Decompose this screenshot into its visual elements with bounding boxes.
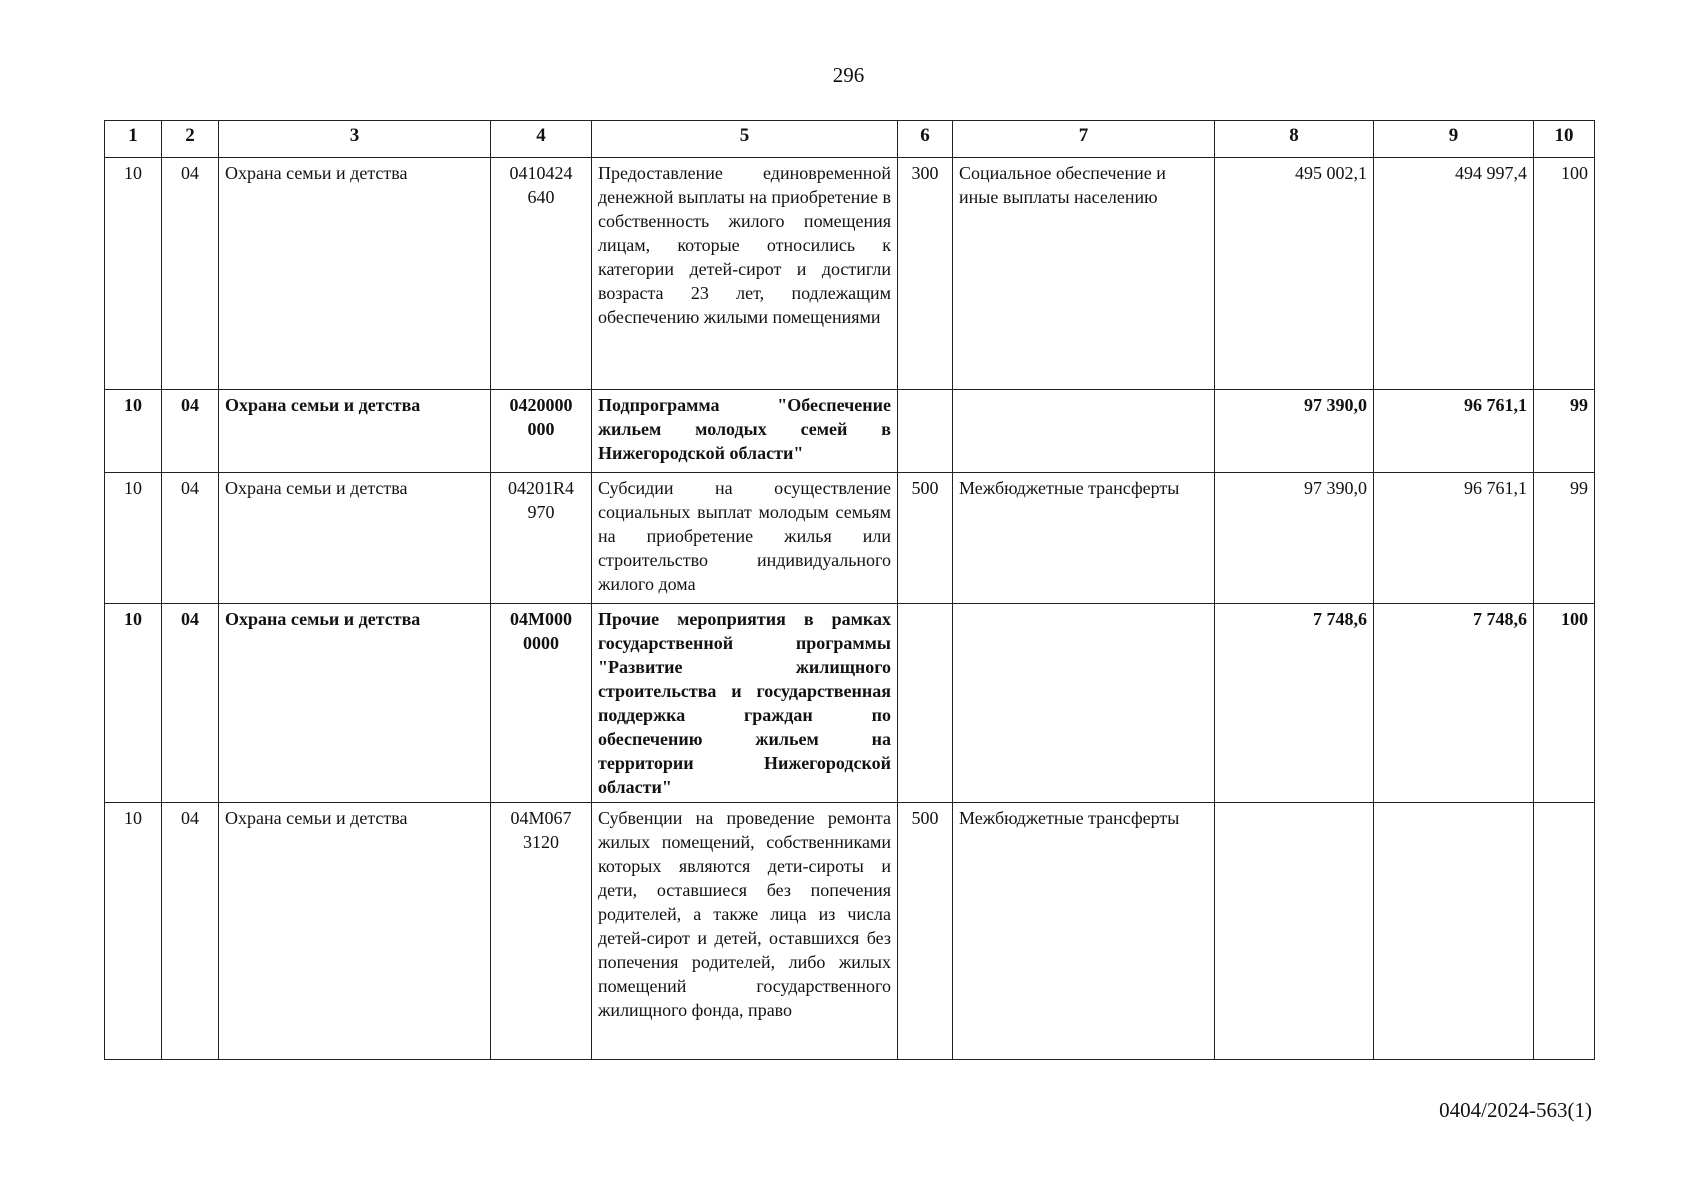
cell-subsection: 04 bbox=[162, 803, 219, 1060]
cell-section-name: Охрана семьи и детства bbox=[219, 473, 491, 604]
cell-target-code: 04М067 3120 bbox=[491, 803, 592, 1060]
cell-description: Прочие мероприятия в рамках государственной программы "Развитие жилищного строительства и государственная поддержка граждан по обеспечению жильем на территории Нижегородской области" bbox=[592, 604, 898, 803]
cell-description: Подпрограмма "Обеспечение жильем молодых семей в Нижегородской области" bbox=[592, 390, 898, 473]
cell-section: 10 bbox=[105, 390, 162, 473]
table-row bbox=[105, 803, 1595, 1060]
cell-expense-type: 500 bbox=[898, 803, 953, 1060]
cell-planned bbox=[1215, 803, 1374, 1060]
table-row bbox=[105, 158, 1595, 390]
cell-actual: 96 761,1 bbox=[1374, 390, 1534, 473]
table-row bbox=[105, 473, 1595, 604]
cell-planned: 97 390,0 bbox=[1215, 390, 1374, 473]
cell-expense-type bbox=[898, 390, 953, 473]
cell-subsection: 04 bbox=[162, 158, 219, 390]
cell-description: Субсидии на осуществление социальных выплат молодым семьям на приобретение жилья или строительство индивидуального жилого дома bbox=[592, 473, 898, 604]
header-col-6: 6 bbox=[898, 121, 953, 158]
cell-actual: 494 997,4 bbox=[1374, 158, 1534, 390]
header-col-7: 7 bbox=[953, 121, 1215, 158]
cell-actual: 7 748,6 bbox=[1374, 604, 1534, 803]
cell-description: Предоставление единовременной денежной выплаты на приобретение в собственность жилого помещения лицам, которые относились к категории детей-сирот и достигли возраста 23 лет, подлежащим обеспечению жилыми помещениями bbox=[592, 158, 898, 390]
cell-expense-type-name: Межбюджетные трансферты bbox=[953, 803, 1215, 1060]
cell-percent: 99 bbox=[1534, 473, 1595, 604]
cell-section-name: Охрана семьи и детства bbox=[219, 158, 491, 390]
header-col-5: 5 bbox=[592, 121, 898, 158]
cell-planned: 495 002,1 bbox=[1215, 158, 1374, 390]
cell-section-name: Охрана семьи и детства bbox=[219, 803, 491, 1060]
cell-subsection: 04 bbox=[162, 604, 219, 803]
table-row bbox=[105, 390, 1595, 473]
cell-expense-type bbox=[898, 604, 953, 803]
page-number: 296 bbox=[832, 63, 865, 87]
header-col-8: 8 bbox=[1215, 121, 1374, 158]
cell-expense-type-name: Межбюджетные трансферты bbox=[953, 473, 1215, 604]
cell-section-name: Охрана семьи и детства bbox=[219, 390, 491, 473]
cell-subsection: 04 bbox=[162, 390, 219, 473]
cell-section: 10 bbox=[105, 473, 162, 604]
cell-expense-type-name bbox=[953, 390, 1215, 473]
cell-section: 10 bbox=[105, 803, 162, 1060]
cell-planned: 97 390,0 bbox=[1215, 473, 1374, 604]
header-col-9: 9 bbox=[1374, 121, 1534, 158]
header-col-10: 10 bbox=[1534, 121, 1595, 158]
cell-target-code: 0420000 000 bbox=[491, 390, 592, 473]
cell-target-code: 04М000 0000 bbox=[491, 604, 592, 803]
cell-section-name: Охрана семьи и детства bbox=[219, 604, 491, 803]
cell-actual: 96 761,1 bbox=[1374, 473, 1534, 604]
header-col-1: 1 bbox=[105, 121, 162, 158]
header-row bbox=[105, 121, 1595, 158]
budget-table bbox=[104, 120, 1595, 1060]
cell-percent: 99 bbox=[1534, 390, 1595, 473]
cell-actual bbox=[1374, 803, 1534, 1060]
cell-target-code: 04201R4 970 bbox=[491, 473, 592, 604]
cell-subsection: 04 bbox=[162, 473, 219, 604]
cell-expense-type-name bbox=[953, 604, 1215, 803]
document-code: 0404/2024-563(1) bbox=[1439, 1098, 1592, 1122]
header-col-3: 3 bbox=[219, 121, 491, 158]
cell-percent: 100 bbox=[1534, 604, 1595, 803]
cell-expense-type: 500 bbox=[898, 473, 953, 604]
cell-percent: 100 bbox=[1534, 158, 1595, 390]
table-row bbox=[105, 604, 1595, 803]
cell-description: Субвенции на проведение ремонта жилых помещений, собственниками которых являются дети-сироты и дети, оставшиеся без попечения родителей, а также лица из числа детей-сирот и детей, оставшихся без попечения родителей, либо жилых помещений государственного жилищного фонда, право bbox=[592, 803, 898, 1060]
header-col-4: 4 bbox=[491, 121, 592, 158]
cell-target-code: 0410424 640 bbox=[491, 158, 592, 390]
cell-section: 10 bbox=[105, 158, 162, 390]
cell-expense-type-name: Социальное обеспечение и иные выплаты населению bbox=[953, 158, 1215, 390]
cell-section: 10 bbox=[105, 604, 162, 803]
header-col-2: 2 bbox=[162, 121, 219, 158]
cell-planned: 7 748,6 bbox=[1215, 604, 1374, 803]
cell-expense-type: 300 bbox=[898, 158, 953, 390]
cell-percent bbox=[1534, 803, 1595, 1060]
